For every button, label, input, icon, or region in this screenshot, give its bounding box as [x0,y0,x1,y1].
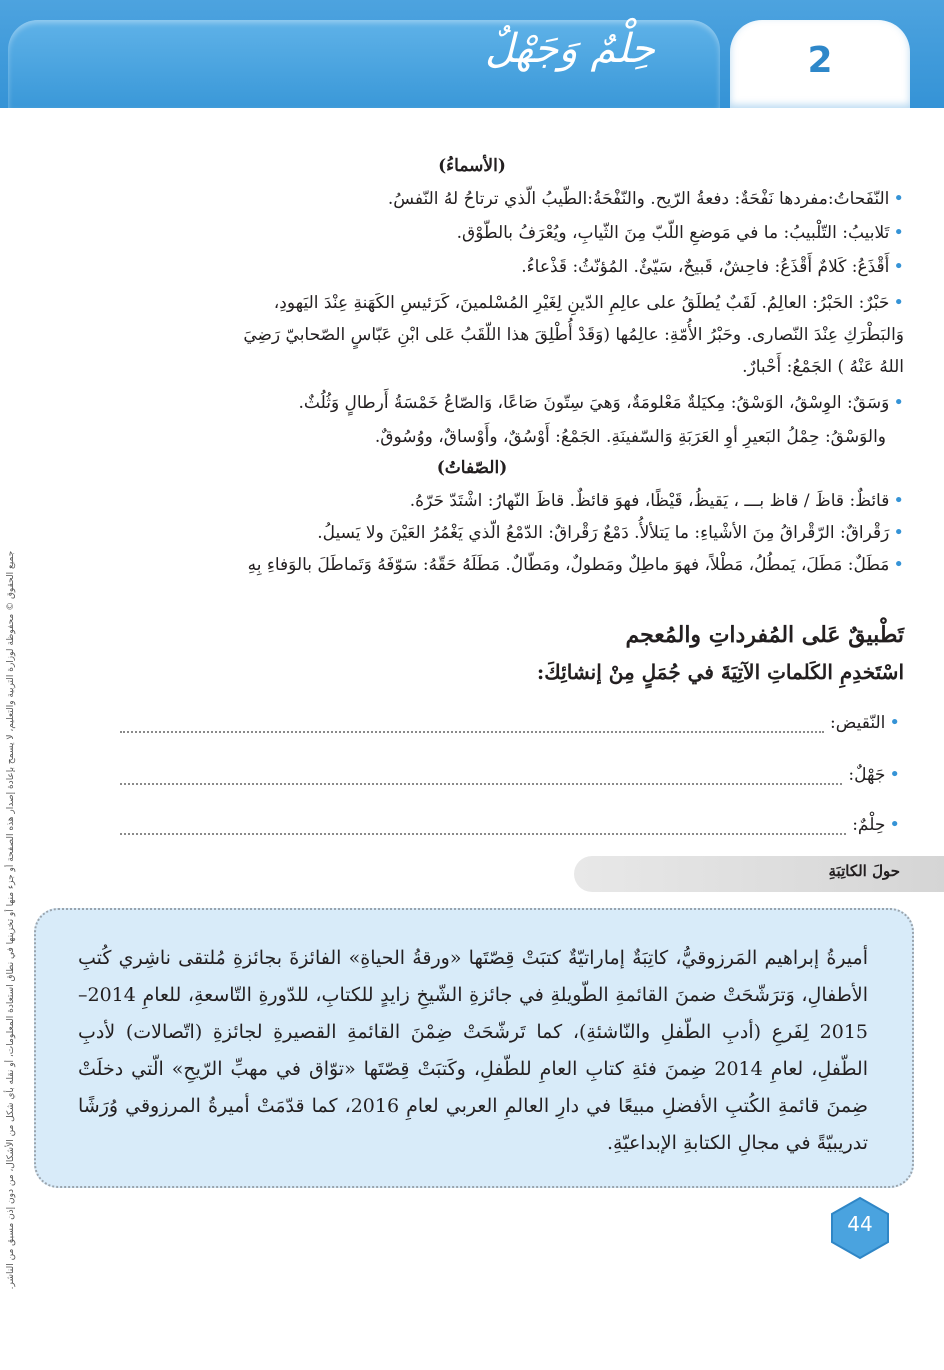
vocab-item: •النّفَحاتُ:مفردها نَفْحَةٌ: دفعةُ الرّيح. والنّفْحَةُ:الطّيبُ الّذي ترتاحُ لهُ النّفسُ. [387,188,904,209]
answer-field[interactable] [120,713,824,733]
page-number: 44 [847,1212,873,1236]
vocab-item: •رَقْراقٌ: الرّقْراقُ مِنَ الأشْياءِ: ما يَتلألأُ. دَمْعٌ رَقْراقٌ: الدّمْعُ الّذي يَغْمُرُ العَيْنَ ولا يَسيلُ. [317,522,904,543]
bullet-icon: • [889,764,900,785]
lesson-title: حِلْمٌ وَجَهْلٌ [484,26,656,72]
bullet-icon: • [893,188,904,209]
bullet-icon: • [893,522,904,543]
vocab-item: •أَقْذَعُ: كَلامٌ أَقْذَعُ: فاحِشٌ، قَبيحٌ، سَيّئٌ. المُؤنّثُ: قَذْعاءُ. [521,256,904,277]
lesson-number: 2 [807,40,833,81]
bullet-icon: • [889,712,900,733]
bullet-icon: • [893,554,904,575]
vocab-item: •وَسَقٌ: الوِسْقُ، الوَسْقُ: مِكيَلةٌ مَعْلومَةٌ، وَهيَ سِتّونَ صَاعًا، وَالصّاعُ خَمْسَةُ أَرطالٍ وَثُلُثٌ. [298,392,904,413]
answer-field[interactable] [120,815,846,835]
answer-label: النّقيض: [830,713,886,733]
bullet-icon: • [893,292,904,313]
bullet-icon: • [889,814,900,835]
bullet-icon: • [893,222,904,243]
answer-field[interactable] [120,765,842,785]
vocab-item: •تَلابيبُ: التّلْبيبُ: ما في مَوضعِ اللّبّ مِنَ الثّيابِ، ويُعْرَفُ بالطّوْق. [456,222,904,243]
author-bio: أميرةُ إبراهيم المَرزوقيُّ، كاتِبَةٌ إماراتيّةٌ كتبَتْ قِصّتَها «ورقةُ الحياةِ» الفائزةَ بجائزةِ مُلتقى ناشِري كُتبِ الأطفالِ، وَترَشّحَتْ ضمنَ القائمةِ الطّويلةِ في جائزةِ الشّيخِ زايدٍ للكتابِ، للدّورةِ التّاسعةِ، للعامِ 2014–2015 لِفَرعِ (أدبِ الطّفلِ والنّاشئةِ)، كما تَرشّحَتْ ضِمْنَ القائمةِ القصيرةِ لجائزةِ (اتّصالات) لأدبِ الطّفلِ، لعامِ 2014 ضِمنَ فئةِ كتابِ العامِ للطّفلِ، وكَتبَتْ قِصّتَها «توّاق في مهبِّ الرّيحِ» الّتي دخلَتْ ضِمنَ قائمةِ الكُتبِ الأفضلِ مبيعًا في دارِ العالمِ العربي لعامِ 2016، كما قدّمَتْ أميرةُ المرزوقي وُرَشًا تدريبيّةً في مجالِ الكتابةِ الإبداعيّةِ. [78,947,869,1154]
vocab-item-continuation: اللهُ عَنْهُ ) الجَمْعُ: أَحْبارٌ. [742,357,904,377]
bullet-icon: • [893,256,904,277]
bullet-icon: • [893,490,904,511]
adjectives-heading: (الصّفاتُ) [436,458,508,478]
vocab-item: •حَبْرٌ: الحَبْرُ: العالِمُ. لَقَبٌ يُطلَقُ على عالِمِ الدّينِ لِغَيْرِ المُسْلمينَ، كَرَئيسِ الكَهَنةِ عِنْدَ اليَهودِ، [273,292,904,313]
answer-row [120,814,900,835]
vocab-item: •قائظٌ: قاظَ / قاظ بـــ ، يَقيظُ، قَيْظًا، فهوَ قائظٌ. قاظَ النّهارُ: اشْتَدّ حَرّهُ. [409,490,904,511]
answer-row [120,764,900,785]
bullet-icon: • [893,392,904,413]
vocab-item-continuation: وَالبَطْرَكِ عِنْدَ النّصارى. وحَبْرُ الأُمّةِ: عالِمُها (وَقَدْ أُطْلِقَ هذا اللّقَبُ عَلى ابْنِ عَبّاسٍ الصّحابيّ رَضِيَ [243,325,904,345]
answer-row [120,712,900,733]
exercise-instruction: اسْتَخدِمِ الكَلماتِ الآتِيَةَ في جُمَلٍ مِنْ إنشائِكَ: [536,660,904,684]
vocab-item-continuation: والوَسْقُ: حِمْلُ البَعيرِ أوِ العَرَبَةِ وَالسّفينَةِ. الجَمْعُ: أَوْسُقٌ، وأَوْساقٌ، ووُسُوقٌ. [374,427,886,447]
about-author-label: حولَ الكاتِبَةِ [828,862,900,880]
answer-label: حِلْمٌ: [852,815,886,835]
exercise-title: تَطْبيقٌ عَلى المُفرداتِ والمُعجم [625,622,904,648]
nouns-heading: (الأسماءُ) [438,156,506,176]
vocab-item: •مَطَلٌ: مَطَلَ، يَمطُلُ، مَطْلاً، فهوَ ماطِلٌ ومَطولٌ، ومَطّالٌ. مَطَلَهُ حَقّهُ: سَوّفَهُ وَتَماطَلَ بالوَفاءِ بِهِ [247,554,904,575]
answer-label: جَهْلٌ: [848,765,886,785]
copyright-note: جميع الحقوق © محفوظة لوزارة التربية والتعليم، لا يسمح بإعادة إصدار هذه الصفحة أو جزء منها أو تخزينها في نطاق استعادة المعلومات، أو نقله بأي شكل من الأشكال، من دون إذن مسبق من الناشر. [6,550,16,1290]
